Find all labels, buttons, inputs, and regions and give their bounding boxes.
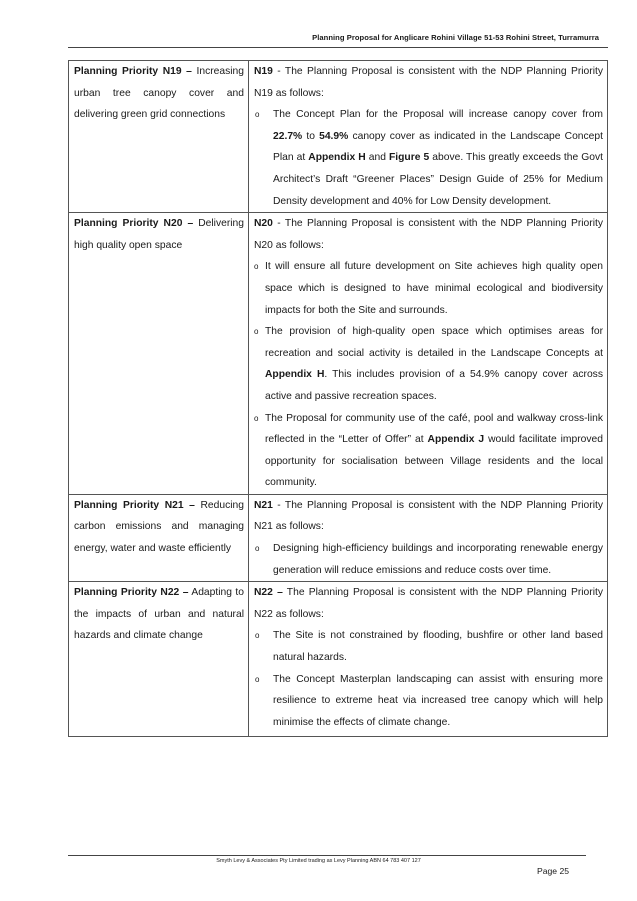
- hollow-bullet-icon: o: [254, 262, 259, 272]
- consistency-cell-n21: [249, 494, 608, 581]
- priority-description-n20: Delivering high quality open space: [74, 218, 244, 251]
- bullet-text: would facilitate improved opportunity for socialisation between Village residents and the local community.: [265, 434, 603, 489]
- intro-text-n22: The Planning Proposal is consistent with the NDP Planning Priority N22 as follows:: [254, 587, 603, 620]
- bullet-list-n20: [254, 256, 603, 494]
- hollow-bullet-icon: o: [255, 544, 260, 554]
- bullet-text: and: [365, 152, 389, 164]
- bullet-bold: Appendix H: [265, 369, 325, 381]
- priority-description-n22: Adapting to the impacts of urban and natural hazards and climate change: [74, 587, 244, 642]
- priority-title-n19: Planning Priority N19 –: [74, 66, 192, 77]
- priority-cell-n22: [69, 582, 249, 737]
- bullet-list-n21: [254, 538, 603, 581]
- bullet-list-n22: [254, 625, 603, 733]
- table-row-n19: [69, 61, 608, 213]
- bullet-text: The provision of high-quality open space which optimises areas for recreation and social activity is detailed in the Landscape Concepts at: [265, 326, 603, 359]
- priority-cell-n20: [69, 213, 249, 495]
- bullet-list-n19: [254, 104, 603, 212]
- bullet-text: The Concept Plan for the Proposal will increase canopy cover from: [273, 109, 603, 121]
- bullet-text: The Site is not constrained by flooding, bushfire or other land based natural hazards.: [273, 630, 603, 664]
- bullet-bold: 22.7%: [273, 130, 303, 142]
- table-row-n21: [69, 494, 608, 581]
- priority-code-n20: N20: [254, 218, 273, 230]
- list-item: [254, 104, 603, 212]
- hollow-bullet-icon: o: [255, 631, 260, 641]
- table-row-n22: [69, 582, 608, 737]
- intro-text-n20: - The Planning Proposal is consistent with the NDP Planning Priority N20 as follows:: [254, 218, 603, 251]
- bullet-text: It will ensure all future development on Site achieves high quality open space which is designed to have minimal ecological and biodiversity impacts for both the Site and surrounds.: [265, 261, 603, 316]
- consistency-intro-n19: [254, 61, 603, 104]
- consistency-cell-n20: [249, 213, 608, 495]
- priority-title-n22: Planning Priority N22 –: [74, 587, 189, 599]
- priority-description-n21: Reducing carbon emissions and managing energy, water and waste efficiently: [74, 499, 244, 555]
- consistency-intro-n20: [254, 213, 603, 256]
- page-header-title: Planning Proposal for Anglicare Rohini Village 51-53 Rohini Street, Turramurra: [312, 33, 599, 42]
- bullet-text: canopy cover as indicated in the Landscape Concept Plan at: [273, 130, 603, 164]
- bullet-bold: 54.9%: [319, 130, 349, 142]
- bullet-text: to: [302, 130, 320, 142]
- bullet-text: The Concept Masterplan landscaping can assist with ensuring more resilience to extreme heat via increased tree canopy which will help minimise the effects of climate change.: [273, 673, 603, 728]
- hollow-bullet-icon: o: [255, 110, 260, 120]
- intro-text-n19: - The Planning Proposal is consistent with the NDP Planning Priority N19 as follows:: [254, 66, 603, 99]
- bullet-text: . This includes provision of a 54.9% canopy cover across active and passive recreation spaces.: [265, 369, 603, 402]
- bullet-text: above. This greatly exceeds the Govt Architect’s Draft “Greener Places” Design Guide of 25% for Medium Density development and 40% for Low Density development.: [273, 152, 604, 207]
- priority-code-n19: N19: [254, 66, 273, 77]
- page-number: Page 25: [537, 866, 570, 876]
- footer-company-text: Smyth Levy & Associates Pty Limited trading as Levy Planning ABN 64 783 407 127: [216, 858, 421, 864]
- hollow-bullet-icon: o: [254, 327, 259, 337]
- consistency-intro-n21: [254, 495, 603, 538]
- list-item: [254, 669, 603, 734]
- consistency-intro-n22: [254, 582, 603, 625]
- bullet-bold: Appendix J: [427, 434, 485, 446]
- priority-code-n22: N22 –: [254, 587, 283, 599]
- priority-description-n19: Increasing urban tree canopy cover and delivering green grid connections: [74, 66, 244, 121]
- priority-cell-n19: [69, 61, 249, 213]
- list-item: [254, 625, 603, 668]
- header-divider: [68, 47, 608, 48]
- bullet-text: Designing high-efficiency buildings and incorporating renewable energy generation will reduce emissions and reduce costs over time.: [273, 543, 603, 576]
- priority-title-n20: Planning Priority N20 –: [74, 218, 194, 230]
- consistency-cell-n19: [249, 61, 608, 213]
- priority-code-n21: N21: [254, 499, 273, 511]
- planning-priorities-table: [68, 60, 608, 737]
- list-item: [254, 408, 603, 494]
- intro-text-n21: - The Planning Proposal is consistent with the NDP Planning Priority N21 as follows:: [254, 499, 603, 533]
- table-row-n20: [69, 213, 608, 495]
- list-item: [254, 256, 603, 321]
- priority-cell-n21: [69, 494, 249, 581]
- list-item: [254, 538, 603, 581]
- consistency-cell-n22: [249, 582, 608, 737]
- priority-title-n21: Planning Priority N21 –: [74, 499, 195, 511]
- hollow-bullet-icon: o: [254, 413, 259, 423]
- bullet-bold: Figure 5: [388, 152, 430, 164]
- bullet-bold: Appendix H: [308, 152, 366, 164]
- bullet-text: The Proposal for community use of the café, pool and walkway cross-link reflected in the “Letter of Offer” at: [265, 412, 603, 446]
- hollow-bullet-icon: o: [255, 674, 260, 684]
- footer-divider: [68, 855, 586, 856]
- list-item: [254, 321, 603, 407]
